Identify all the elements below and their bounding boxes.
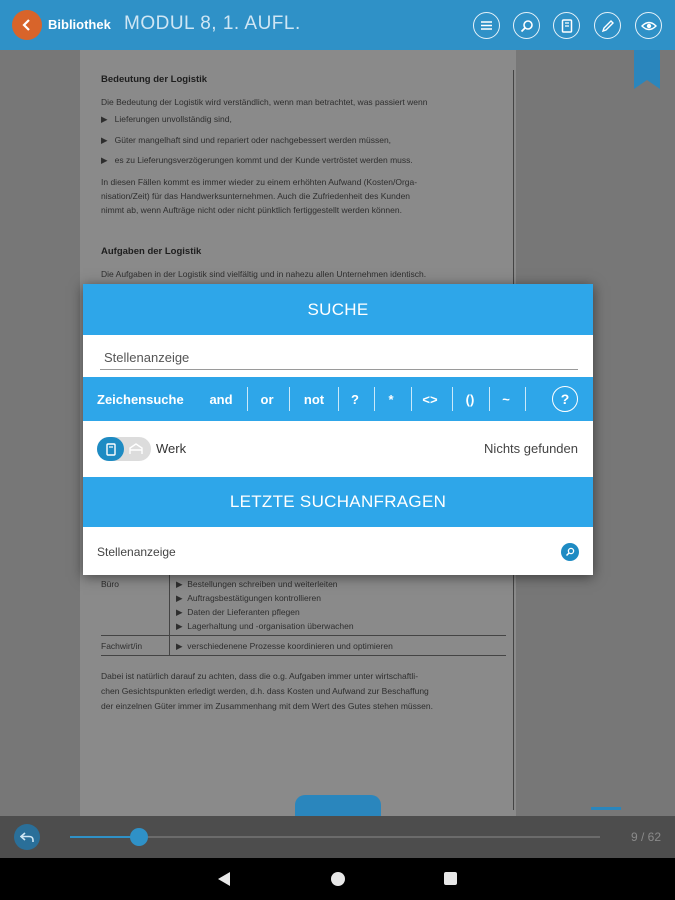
operator-not-button[interactable]: not (303, 392, 325, 407)
list-icon (480, 20, 493, 31)
table-cell-task: ▶ verschiedenene Prozesse koordinieren und optimieren (176, 641, 393, 651)
separator (411, 387, 412, 411)
book-button[interactable] (553, 12, 580, 39)
table-divider (101, 635, 506, 636)
scope-label: Werk (156, 441, 187, 456)
book-icon (106, 443, 116, 456)
annotate-button[interactable] (594, 12, 621, 39)
page-text-line: nimmt ab, wenn Aufträge nicht oder nicht pünktlich fertiggestellt werden können. (101, 205, 402, 215)
dialog-title: SUCHE (83, 284, 593, 335)
undo-button[interactable] (14, 824, 40, 850)
table-cell-task: ▶ Daten der Lieferanten pflegen (176, 607, 300, 617)
page-text-line: nisation/Zeit) für das Handwerksunternehmen. Auch die Zufriedenheit des Kunden (101, 191, 411, 201)
page-marker (591, 807, 621, 810)
separator (374, 387, 375, 411)
page-heading: Bedeutung der Logistik (101, 74, 208, 85)
undo-icon (20, 831, 34, 843)
pencil-icon (601, 19, 615, 33)
page-heading: Aufgaben der Logistik (101, 246, 202, 257)
separator (289, 387, 290, 411)
chevron-left-icon (21, 19, 33, 31)
nav-back-icon[interactable] (218, 872, 230, 886)
view-button[interactable] (635, 12, 662, 39)
system-nav-bar (0, 858, 675, 900)
page-bullet: ▶ Lieferungen unvollständig sind, (101, 114, 232, 124)
library-shelf-icon (128, 443, 144, 455)
nav-home-icon[interactable] (331, 872, 345, 886)
search-input[interactable] (100, 346, 578, 370)
help-button[interactable] (552, 386, 578, 412)
page-text-line: der einzelnen Güter immer im Zusammenhang mit dem Wert des Gutes stehen müssen. (101, 701, 433, 711)
eye-icon (641, 20, 657, 32)
search-scope-row (83, 421, 593, 477)
table-cell-task: ▶ Lagerhaltung und -organisation überwachen (176, 621, 354, 631)
operator-and-button[interactable]: and (209, 392, 233, 407)
document-title: MODUL 8, 1. AUFL. (124, 13, 301, 34)
page-slider-handle[interactable] (130, 828, 148, 846)
search-button[interactable] (513, 12, 540, 39)
book-icon (561, 19, 573, 33)
back-button[interactable] (12, 10, 42, 40)
library-link[interactable]: Bibliothek (48, 17, 111, 32)
toggle-alt-option (127, 442, 145, 456)
bookmark-ribbon-icon[interactable] (634, 50, 660, 80)
recent-search-label: Stellenanzeige (97, 545, 176, 559)
help-icon: ? (560, 391, 570, 407)
table-divider (169, 574, 170, 655)
page-text-line: In diesen Fällen kommt es immer wieder zu einem erhöhten Aufwand (Kosten/Orga- (101, 177, 418, 187)
page-bullet: ▶ es zu Lieferungsverzögerungen kommt und der Kunde vertröstet werden muss. (101, 155, 413, 165)
search-status: Nichts gefunden (484, 441, 578, 456)
search-icon (520, 19, 534, 33)
operator-tilde-button[interactable]: ~ (502, 392, 510, 407)
nav-recents-icon[interactable] (444, 872, 457, 885)
table-cell-task: ▶ Bestellungen schreiben und weiterleiten (176, 579, 338, 589)
separator (489, 387, 490, 411)
operator-paren-button[interactable]: () (465, 392, 475, 407)
page-text-line: Die Aufgaben in der Logistik sind vielfältig und in nahezu allen Unternehmen identisch. (101, 269, 427, 279)
scope-toggle[interactable] (97, 437, 151, 461)
toc-button[interactable] (473, 12, 500, 39)
page-text-line: chen Gesichtspunkten erledigt werden, d.h. dass Kosten und Aufwand zur Beschaffung (101, 686, 429, 696)
toggle-handle (97, 437, 124, 461)
search-icon[interactable] (561, 543, 579, 561)
char-search-label: Zeichensuche (97, 392, 184, 407)
page-slider-track[interactable] (70, 836, 600, 838)
operator-angle-button[interactable]: <> (422, 392, 438, 407)
table-cell-role: Fachwirt/in (101, 641, 143, 651)
separator (452, 387, 453, 411)
separator (247, 387, 248, 411)
page-text-line: Dabei ist natürlich darauf zu achten, dass die o.g. Aufgaben immer unter wirtschaftli- (101, 671, 419, 681)
operator-question-button[interactable]: ? (351, 392, 359, 407)
page-text-line: Die Bedeutung der Logistik wird verständlich, wenn man betrachtet, was passiert wenn (101, 97, 428, 107)
page-slider-fill (70, 836, 139, 838)
operator-star-button[interactable]: * (388, 392, 394, 407)
recent-searches-title: LETZTE SUCHANFRAGEN (83, 477, 593, 527)
table-cell-role: Büro (101, 579, 119, 589)
page-indicator: 9 / 62 (630, 830, 661, 844)
table-divider (101, 655, 506, 656)
search-dialog (83, 284, 593, 575)
separator (338, 387, 339, 411)
operator-or-button[interactable]: or (260, 392, 274, 407)
page-bullet: ▶ Güter mangelhaft sind und repariert oder nachgebessert werden müssen, (101, 135, 392, 145)
recent-search-item[interactable] (83, 527, 593, 575)
page-scrubber (0, 816, 675, 858)
table-cell-task: ▶ Auftragsbestätigungen kontrollieren (176, 593, 321, 603)
separator (525, 387, 526, 411)
app-bar (0, 0, 675, 50)
char-search-bar (83, 377, 593, 421)
